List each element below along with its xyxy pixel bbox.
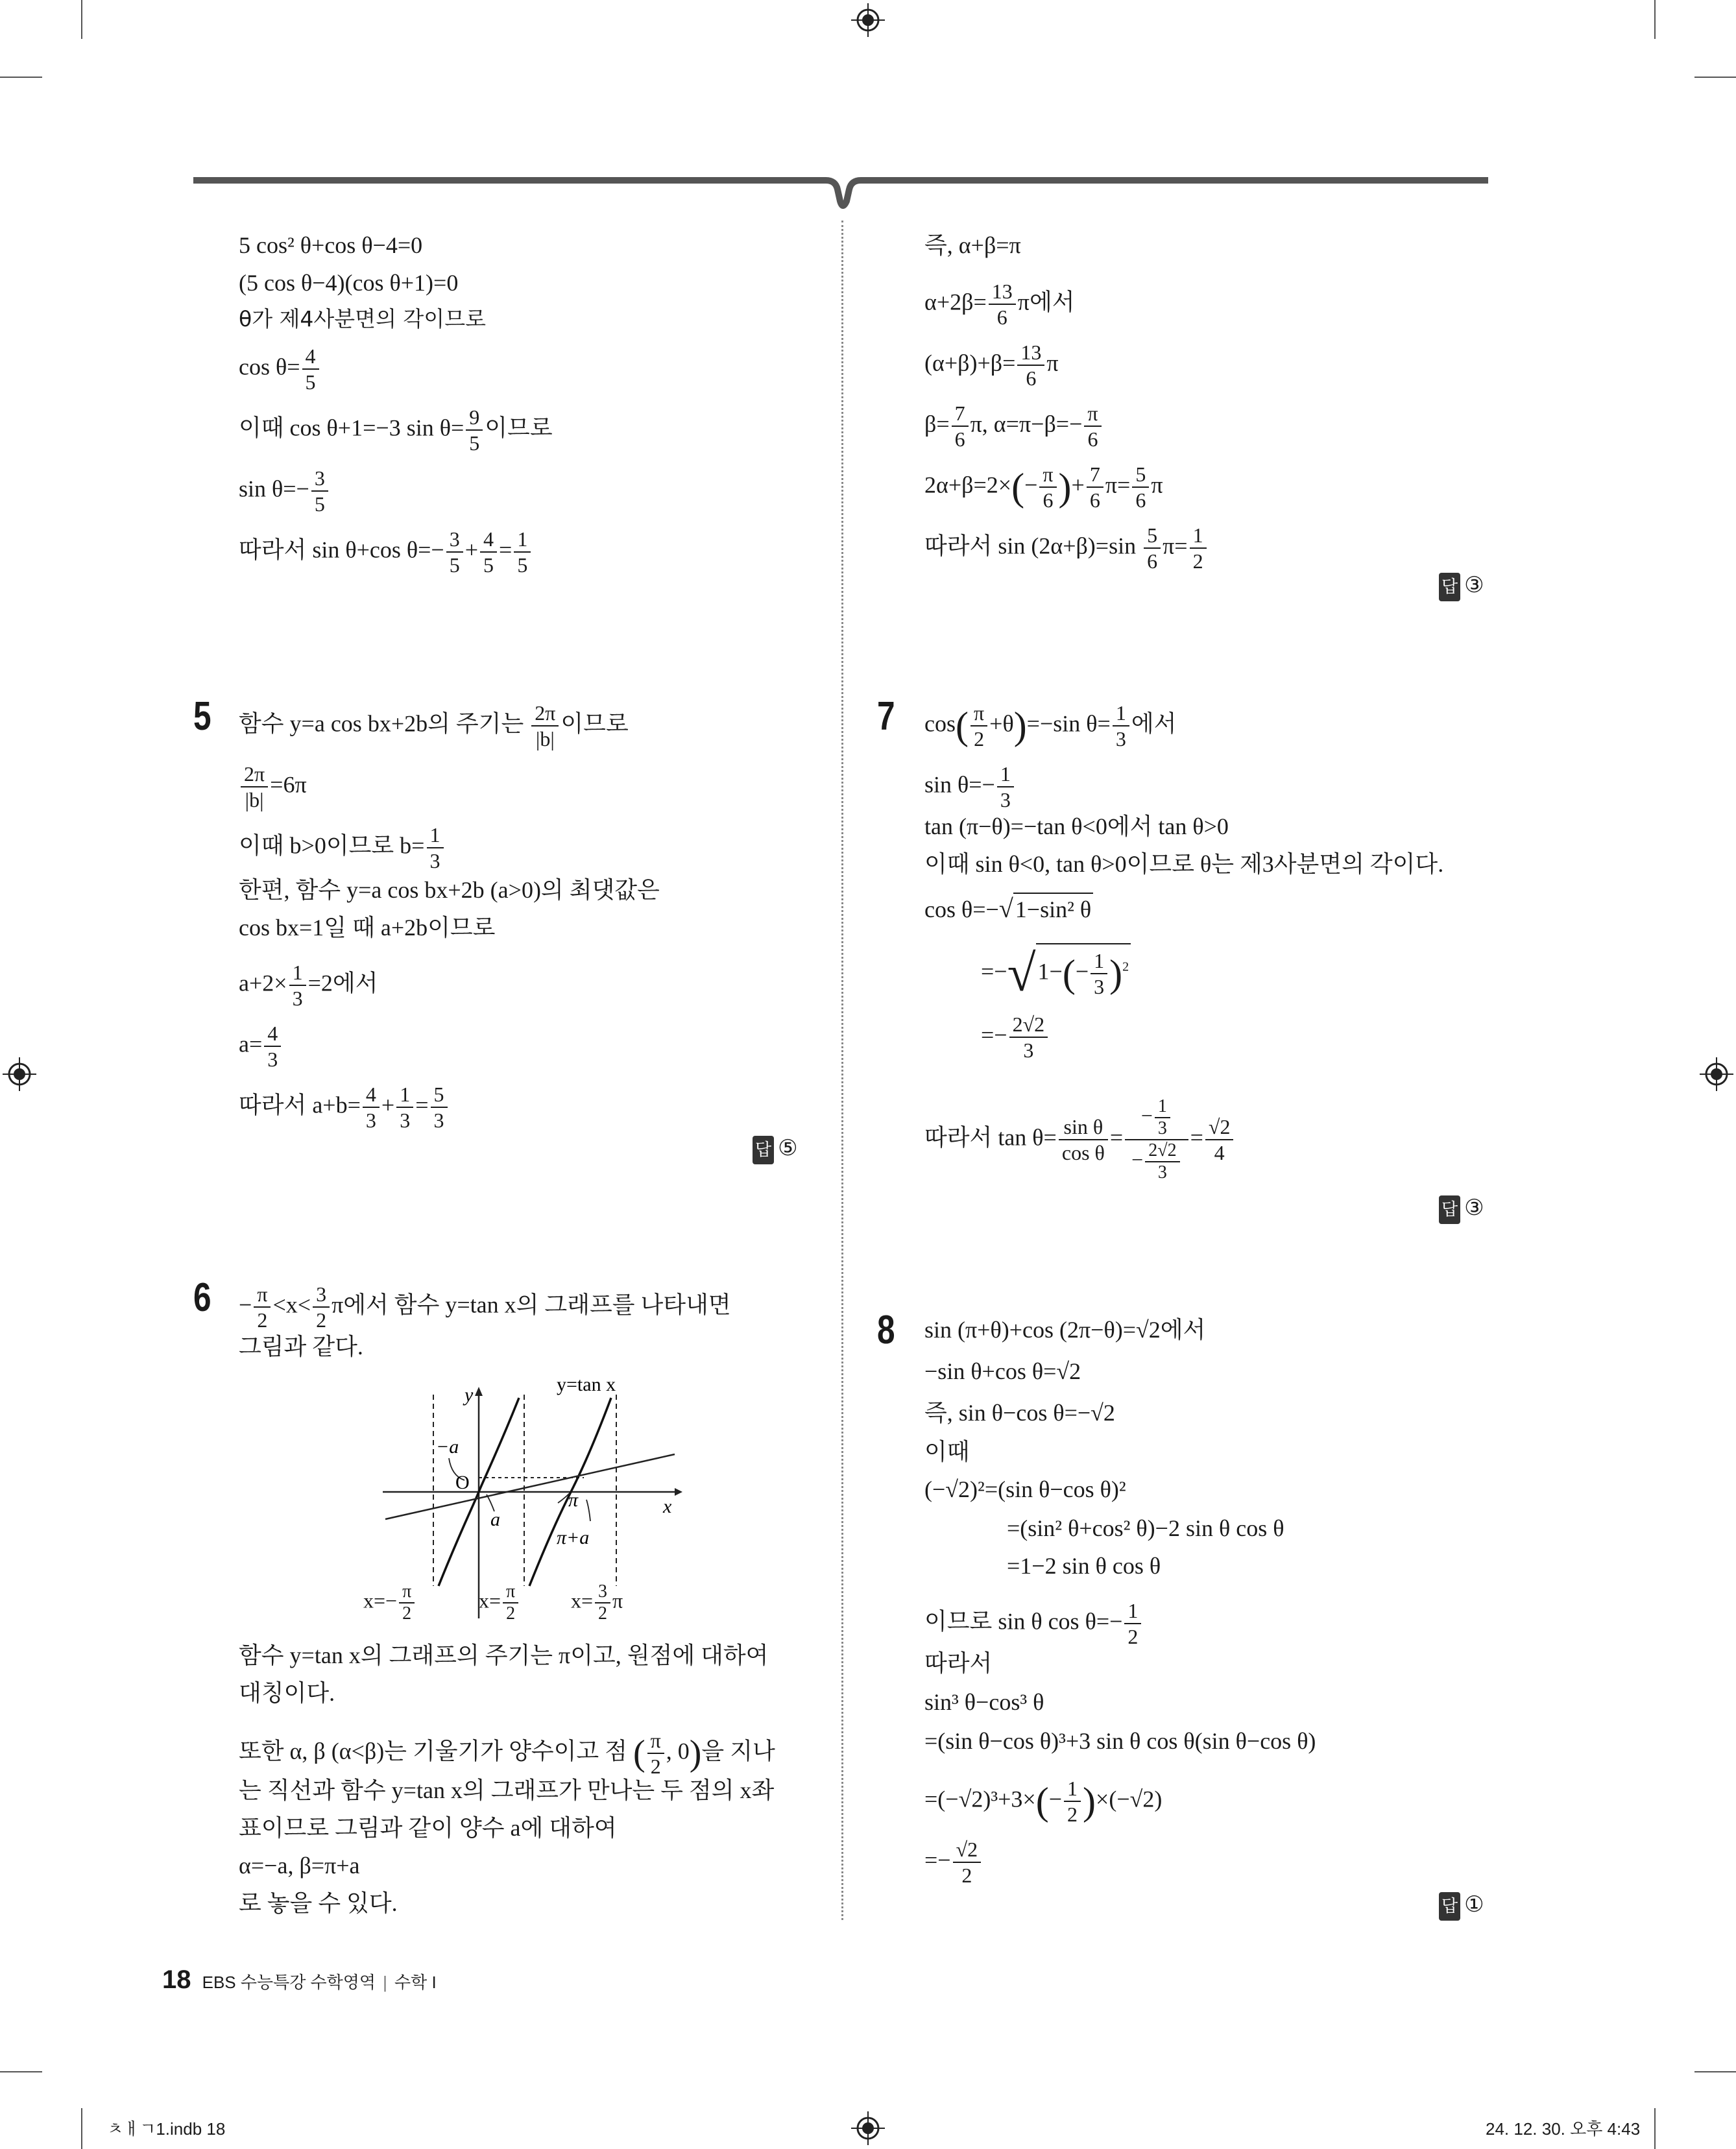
- fraction: $\frac{1}{3}$: [289, 960, 306, 1011]
- eq-line: cos( $\frac{\pi}{2}$ +θ)=−sin θ= $\frac{1}{3}$ 에서: [924, 701, 1177, 750]
- fraction: $\frac{13}{6}$: [989, 279, 1016, 330]
- eq-line: [239, 466, 330, 516]
- fraction: $\frac{\pi}{6}$: [1039, 462, 1056, 512]
- fraction: $\frac{\pi}{6}$: [1084, 401, 1101, 451]
- fraction: $\frac{√2}{2}$: [953, 1837, 982, 1888]
- answer-badge: [753, 1134, 798, 1164]
- eq-line: =(sin θ−cos θ)³+3 sin θ cos θ(sin θ−cos θ): [924, 1728, 1316, 1754]
- eq-text: cos θ=: [239, 354, 300, 380]
- eq-text: sin θ=−: [239, 475, 309, 502]
- crop-mark: [1694, 2071, 1736, 2072]
- eq-line: =− $\frac{√2}{2}$: [924, 1837, 983, 1888]
- problem-number: 6: [193, 1275, 211, 1320]
- answer-value: ③: [1464, 572, 1484, 598]
- fraction: $\frac{\pi}{2}$: [647, 1728, 664, 1779]
- crop-mark: [1654, 0, 1656, 39]
- answer-badge: [1439, 571, 1484, 601]
- fraction: $\frac{4}{5}$: [480, 527, 497, 577]
- crop-mark: [1654, 2108, 1656, 2149]
- fraction: $\frac{2√2}{3}$: [1009, 1012, 1048, 1062]
- y-axis-arrow-icon: [475, 1387, 483, 1396]
- answer-label: 답: [1439, 1892, 1460, 1921]
- eq-line: sin θ=− $\frac{1}{3}$: [924, 762, 1016, 812]
- compound-fraction: − $\frac{1}{3}$ − $\frac{2√2}{3}$: [1125, 1096, 1188, 1183]
- crop-mark: [0, 2071, 42, 2072]
- eq-line: =(sin² θ+cos² θ)−2 sin θ cos θ: [1007, 1515, 1284, 1541]
- asymptote-label: x=− $\frac{\pi}{2}$: [363, 1581, 416, 1624]
- eq-line: 2α+β=2×(− $\frac{\pi}{6}$ )+ $\frac{7}{6}$ π= $\frac{5}{6}$ π: [924, 462, 1163, 512]
- fraction: $\frac{1}{3}$: [396, 1082, 413, 1133]
- problem-number: 8: [877, 1308, 895, 1352]
- eq-line: sin (π+θ)+cos (2π−θ)=√2에서: [924, 1317, 1206, 1343]
- eq-line: 즉, α+β=π: [924, 232, 1021, 258]
- eq-line: 한편, 함수 y=a cos bx+2b (a>0)의 최댓값은: [239, 877, 660, 903]
- text-line: 표이므로 그림과 같이 양수 a에 대하여: [239, 1815, 617, 1841]
- eq-line: tan (π−θ)=−tan θ<0에서 tan θ>0: [924, 813, 1229, 839]
- fraction: $\frac{1}{5}$: [514, 527, 531, 577]
- fraction: $\frac{\text{sin θ}}{\text{cos θ}}$: [1059, 1114, 1108, 1165]
- crop-mark: [81, 2108, 82, 2149]
- eq-line: 이때 sin θ<0, tan θ>0이므로 θ는 제3사분면의 각이다.: [924, 851, 1444, 877]
- eq-line: 따라서 a+b= $\frac{4}{3}$ + $\frac{1}{3}$ = $\frac{5}{3}$: [239, 1082, 450, 1133]
- fraction: $\frac{2\pi}{|b|}$: [531, 701, 559, 751]
- subject-name: 수학 I: [394, 1973, 437, 1992]
- sqrt: 1−sin² θ: [1013, 893, 1093, 925]
- fraction: $\frac{\pi}{2}$: [399, 1581, 415, 1624]
- point-label: a: [490, 1509, 500, 1530]
- header-rule: [193, 170, 1491, 222]
- registration-mark-icon: [3, 1057, 36, 1091]
- x-axis-label: x: [663, 1496, 672, 1517]
- answer-value: ⑤: [778, 1135, 798, 1161]
- eq-line: 이때 b>0이므로 b= $\frac{1}{3}$: [239, 822, 446, 873]
- page-number: 18: [162, 1965, 191, 1994]
- fraction: $\frac{\pi}{2}$: [970, 701, 987, 751]
- eq-line: cos bx=1일 때 a+2b이므로: [239, 915, 496, 941]
- asymptote-label: x= $\frac{\pi}{2}$: [479, 1581, 520, 1624]
- fraction: $\frac{1}{2}$: [1124, 1598, 1141, 1649]
- eq-line: 이므로 sin θ cos θ=− $\frac{1}{2}$: [924, 1598, 1143, 1649]
- fraction: $\frac{1}{3}$: [1155, 1096, 1170, 1139]
- fraction: $\frac{1}{3}$: [427, 822, 444, 873]
- print-timestamp: 24. 12. 30. 오후 4:43: [1486, 2119, 1641, 2139]
- sqrt: 1−(− $\frac{1}{3}$ )$^2$: [1036, 943, 1131, 999]
- fraction: $\frac{\pi}{2}$: [503, 1581, 518, 1624]
- eq-line: [239, 405, 553, 455]
- eq-line: −sin θ+cos θ=√2: [924, 1358, 1081, 1384]
- eq-line: =1−2 sin θ cos θ: [1007, 1553, 1161, 1579]
- registration-mark-icon: [851, 2111, 885, 2145]
- fraction: $\frac{2√2}{3}$: [1145, 1140, 1179, 1183]
- eq-line: [239, 344, 321, 394]
- fraction: $\frac{3}{5}$: [446, 527, 463, 577]
- text-line: 대칭이다.: [239, 1680, 335, 1706]
- text-line: 이때: [924, 1439, 970, 1465]
- eq-line: (−√2)²=(sin θ−cos θ)²: [924, 1476, 1126, 1502]
- eq-line: 따라서 tan θ= $\frac{\text{sin θ}}{\text{cos θ}}$ = − $\frac{1}{3}$ − $\frac{2√2}{3}$ = $\frac{√2}{4}$: [924, 1096, 1235, 1183]
- y-axis-label: y: [464, 1384, 474, 1406]
- eq-line: =− $\frac{2√2}{3}$: [981, 1012, 1050, 1062]
- asymptote-label: x= $\frac{3}{2}$ π: [571, 1581, 623, 1624]
- fraction: $\frac{1}{3}$: [1091, 948, 1107, 999]
- column-divider: [841, 221, 843, 1920]
- eq-line: 따라서 sin (2α+β)=sin $\frac{5}{6}$ π= $\frac{1}{2}$: [924, 523, 1209, 573]
- fraction: $\frac{2\pi}{|b|}$: [241, 762, 268, 812]
- fraction: $\frac{5}{3}$: [431, 1082, 448, 1133]
- page-footer: 18 EBS 수능특강 수학영역 | 수학 I: [162, 1965, 437, 1994]
- eq-line: − $\frac{\pi}{2}$ <x< $\frac{3}{2}$ π에서 함수 y=tan x의 그래프를 나타내면: [239, 1282, 731, 1332]
- fraction: $\frac{9}{5}$: [466, 405, 483, 455]
- eq-line: (5 cos θ−4)(cos θ+1)=0: [239, 270, 459, 296]
- eq-line: 즉, sin θ−cos θ=−√2: [924, 1400, 1115, 1426]
- eq-text: 이때 cos θ+1=−3 sin θ=: [239, 414, 464, 441]
- fraction: $\frac{7}{6}$: [1087, 462, 1103, 512]
- point-label: −a: [436, 1436, 459, 1458]
- answer-label: 답: [1439, 1195, 1460, 1224]
- eq-line: β= $\frac{7}{6}$ π, α=π−β=− $\frac{\pi}{6}$: [924, 401, 1103, 451]
- fraction: $\frac{1}{3}$: [997, 762, 1014, 812]
- fraction: $\frac{\pi}{2}$: [254, 1282, 271, 1332]
- fraction: $\frac{3}{2}$: [313, 1282, 330, 1332]
- answer-badge: [1439, 1890, 1484, 1921]
- fraction: $\frac{5}{6}$: [1132, 462, 1149, 512]
- eq-line: cos θ=−√1−sin² θ: [924, 893, 1093, 925]
- answer-value: ③: [1464, 1195, 1484, 1221]
- text-line: 함수 y=tan x의 그래프의 주기는 π이고, 원점에 대하여: [239, 1642, 769, 1668]
- eq-line: α=−a, β=π+a: [239, 1853, 360, 1879]
- file-info: ㅊㅐㄱ1.indb 18: [107, 2119, 226, 2139]
- eq-line: 5 cos² θ+cos θ−4=0: [239, 232, 423, 258]
- eq-line: sin³ θ−cos³ θ: [924, 1689, 1044, 1715]
- eq-line: a= $\frac{4}{3}$: [239, 1021, 283, 1072]
- eq-line: a+2× $\frac{1}{3}$ =2에서: [239, 961, 378, 1010]
- answer-value: ①: [1464, 1891, 1484, 1917]
- fraction: $\frac{13}{6}$: [1017, 340, 1044, 390]
- eq-line: (α+β)+β= $\frac{13}{6}$ π: [924, 341, 1059, 390]
- point-label: π: [568, 1489, 579, 1511]
- eq-text: 따라서 sin θ+cos θ=−: [239, 536, 444, 563]
- text-line: θ가 제4사분면의 각이므로: [239, 306, 486, 331]
- eq-line: =−√1−(− $\frac{1}{3}$ )$^2$: [981, 943, 1131, 999]
- x-axis-arrow-icon: [675, 1488, 682, 1496]
- crop-mark: [0, 77, 42, 78]
- origin-label: O: [455, 1472, 470, 1493]
- fraction: $\frac{5}{6}$: [1144, 523, 1161, 573]
- fraction: $\frac{√2}{4}$: [1205, 1114, 1234, 1165]
- fraction: $\frac{1}{2}$: [1190, 523, 1207, 573]
- crop-mark: [81, 0, 82, 39]
- text-line: 그림과 같다.: [239, 1334, 363, 1360]
- curve-label: y=tan x: [557, 1374, 616, 1395]
- problem-number: 7: [877, 694, 895, 739]
- point-label: π+a: [557, 1527, 590, 1548]
- fraction: $\frac{7}{6}$: [952, 401, 969, 451]
- answer-label: 답: [753, 1136, 774, 1164]
- eq-line: 따라서 sin θ+cos θ=− $\frac{3}{5}$ + $\frac{4}{5}$ = $\frac{1}{5}$: [239, 527, 533, 577]
- eq-line: 함수 y=a cos bx+2b의 주기는 $\frac{2\pi}{|b|}$ 이므로: [239, 701, 629, 750]
- crop-mark: [1694, 77, 1736, 78]
- answer-badge: [1439, 1194, 1484, 1224]
- text-line: 는 직선과 함수 y=tan x의 그래프가 만나는 두 점의 x좌: [239, 1777, 775, 1803]
- secant-line: [385, 1454, 675, 1519]
- registration-mark-icon: [851, 3, 885, 37]
- series-name: EBS 수능특강 수학영역: [202, 1973, 376, 1992]
- eq-line: 또한 α, β (α<β)는 기울기가 양수이고 점 ( $\frac{\pi}{2}$ , 0)을 지나: [239, 1729, 775, 1778]
- eq-line: $\frac{2\pi}{|b|}$ =6π: [239, 762, 307, 812]
- answer-label: 답: [1439, 573, 1460, 601]
- registration-mark-icon: [1700, 1057, 1733, 1091]
- fraction: $\frac{4}{3}$: [264, 1021, 281, 1072]
- text-line: 따라서: [924, 1650, 993, 1676]
- fraction: $\frac{4}{5}$: [302, 344, 319, 394]
- fraction: $\frac{3}{2}$: [595, 1581, 610, 1624]
- fraction: $\frac{3}{5}$: [311, 466, 328, 516]
- eq-line: =(−√2)³+3×(− $\frac{1}{2}$ )×(−√2): [924, 1777, 1163, 1826]
- fraction: $\frac{1}{3}$: [1113, 701, 1129, 751]
- text-line: 로 놓을 수 있다.: [239, 1890, 398, 1916]
- fraction: $\frac{4}{3}$: [363, 1082, 380, 1133]
- problem-number: 5: [193, 694, 211, 739]
- fraction: $\frac{1}{2}$: [1064, 1776, 1081, 1827]
- eq-line: α+2β= $\frac{13}{6}$ π에서: [924, 280, 1075, 329]
- eq-text: 이므로: [485, 414, 553, 441]
